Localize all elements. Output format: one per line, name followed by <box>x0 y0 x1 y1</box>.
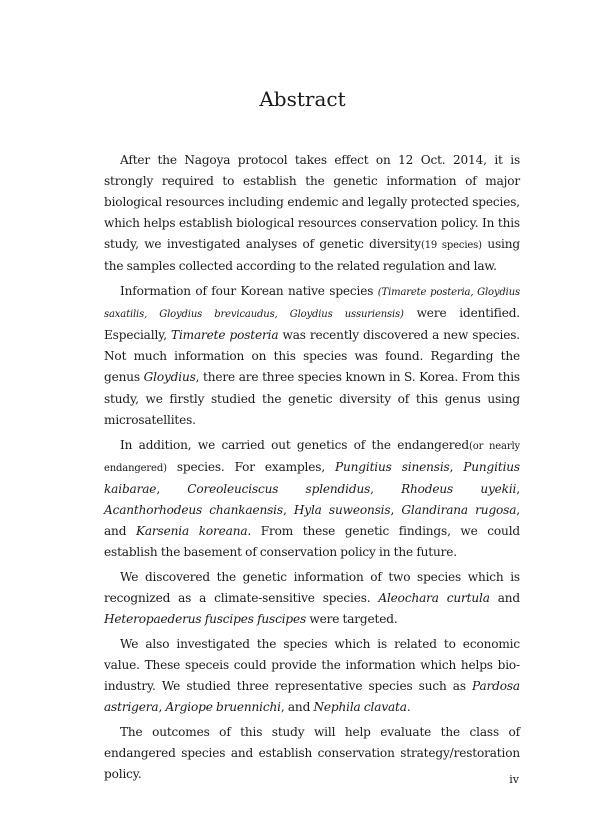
species-name: Glandirana rugosa <box>401 502 517 517</box>
species-name: Timarete posteria <box>171 328 279 343</box>
paragraph-text: , and <box>104 502 520 538</box>
paragraph-text: , and <box>280 700 314 715</box>
species-list: (Timarete posteria, Gloydius saxatilis, Gloydius brevicaudus, Gloydius ussuriensis) <box>104 287 520 321</box>
species-name: Rhodeus uyekii <box>401 481 517 496</box>
paragraph-6 <box>104 722 520 785</box>
species-name: Pardosa astrigera <box>104 679 520 715</box>
paragraph-text: , there are three species known in S. Korea. From this study, we firstly studied the genetic diversity of this genus using microsatellites. <box>104 370 520 427</box>
paragraph-text: and <box>489 590 520 605</box>
paragraph-text: . <box>406 700 411 715</box>
species-name: Pungitius sinensis <box>335 459 450 474</box>
paragraph-text: , <box>158 700 166 715</box>
paragraph-5 <box>104 634 520 718</box>
paragraph-text: were targeted. <box>306 611 398 626</box>
genus-name: Gloydius <box>143 370 196 385</box>
abstract-body <box>104 150 520 789</box>
species-count: (19 species) <box>420 240 482 252</box>
paragraph-text: The outcomes of this study will help evaluate the class of endangered species and establish conservation strategy/restoration policy. <box>104 725 520 782</box>
page-number: iv <box>509 773 519 786</box>
species-name: Aleochara curtula <box>378 590 490 605</box>
paragraph-text: In addition, we carried out genetics of the endangered <box>120 437 469 452</box>
paragraph-2 <box>104 281 520 430</box>
species-name: Argiope bruennichi <box>165 700 281 715</box>
paragraph-text: species. For examples, <box>166 459 336 474</box>
page-title: Abstract <box>259 87 346 111</box>
species-name: Hyla suweonsis <box>293 502 391 517</box>
paragraph-text: . From these genetic findings, we could establish the basement of conservation policy in the future. <box>104 523 521 559</box>
species-name: Coreoleuciscus splendidus <box>187 481 371 496</box>
paragraph-text: We also investigated the species which is related to economic value. These speceis could provide the information which helps bio-industry. We studied three representative species such as <box>104 637 520 694</box>
species-name: Heteropaederus fuscipes fuscipes <box>104 611 307 626</box>
species-name: Acanthorhodeus chankaensis <box>104 502 283 517</box>
paragraph-text: Information of four Korean native species <box>120 284 378 299</box>
paragraph-1 <box>104 150 520 277</box>
paragraph-text: using the samples collected according to the related regulation and law. <box>104 237 520 274</box>
paragraph-4 <box>104 567 520 630</box>
species-name: Karsenia koreana <box>135 523 248 538</box>
qualifier: (or nearly endangered) <box>104 440 520 474</box>
paragraph-text: We discovered the genetic information of two species which is recognized as a climate-sensitive species. <box>104 569 520 605</box>
paragraph-text: were identified. Especially, <box>104 306 521 343</box>
paragraph-text: was recently discovered a new species. Not much information on this species was found. Regarding the genus <box>104 328 520 385</box>
paragraph-text: After the Nagoya protocol takes effect on 12 Oct. 2014, it is strongly required to establish the genetic information of major biological resources including endemic and legally protected species, which helps establish biological resources conservation policy. In this study, we investigated analyses of genetic diversity <box>104 153 520 252</box>
species-name: Pungitius kaibarae <box>104 459 520 496</box>
species-name: Nephila clavata <box>313 700 407 715</box>
paragraph-3: In addition, we carried out genetics of the endangered(or nearly endangered) species. For examples, Pungitius sinensis, Pungitius kaibarae, Coreoleuciscus splendidus, Rhodeus uyekii, Acanthorhodeus chankaensis, Hyla suweonsis, Glandirana rugosa, and Karsenia koreana. From these genetic findings, we could establish the basement of conservation policy in the future. <box>104 437 521 559</box>
